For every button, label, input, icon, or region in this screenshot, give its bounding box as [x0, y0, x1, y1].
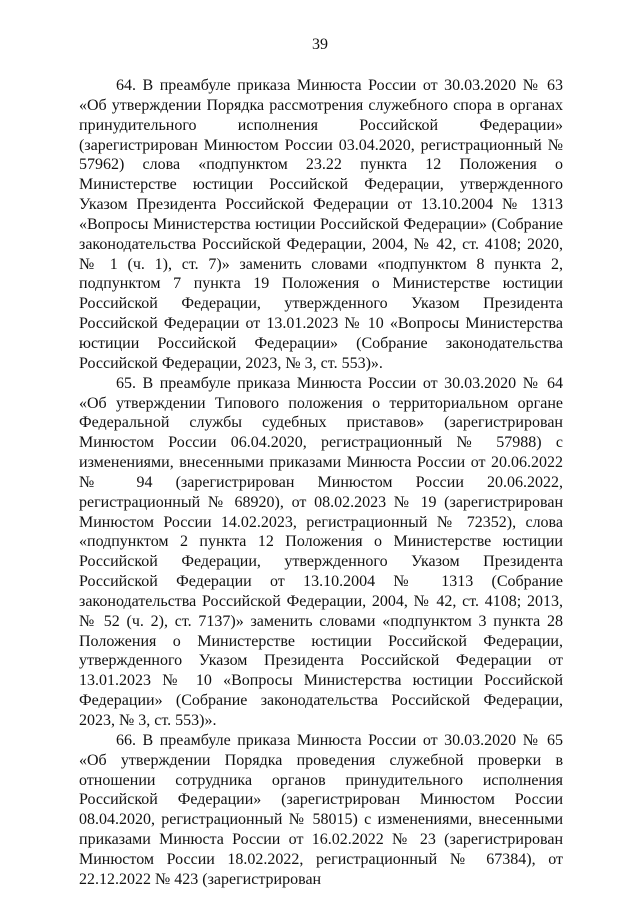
page-number: 39 — [312, 36, 328, 53]
paragraph-64: 64. В преамбуле приказа Минюста России от 30.03.2020 № 63 «Об утверждении Порядка рассмотрения служебного спора в органах принудительного исполнения Российской Федерации» (зарегистрирован Минюстом России 03.04.2020, регистрационный № 57962) слова «подпунктом 23.22 пункта 12 Положения о Министерстве юстиции Российской Федерации, утвержденного Указом Президента Российской Федерации от 13.10.2004 № 1313 «Вопросы Министерства юстиции Российской Федерации» (Собрание законодательства Российской Федерации, 2004, № 42, ст. 4108; 2020, № 1 (ч. 1), ст. 7)» заменить словами «подпунктом 8 пункта 2, подпунктом 7 пункта 19 Положения о Министерстве юстиции Российской Федерации, утвержденного Указом Президента Российской Федерации от 13.01.2023 № 10 «Вопросы Министерства юстиции Российской Федерации» (Собрание законодательства Российской Федерации, 2023, № 3, ст. 553)». — [79, 77, 563, 372]
document-body — [79, 76, 563, 890]
paragraph-66: 66. В преамбуле приказа Минюста России от 30.03.2020 № 65 «Об утверждении Порядка проведения служебной проверки в отношении сотрудника органов принудительного исполнения Российской Федерации» (зарегистрирован Минюстом России 08.04.2020, регистрационный № 58015) с изменениями, внесенными приказами Минюста России от 16.02.2022 № 23 (зарегистрирован Минюстом России 18.02.2022, регистрационный № 67384), от 22.12.2022 № 423 (зарегистрирован — [79, 731, 563, 888]
paragraph-65: 65. В преамбуле приказа Минюста России от 30.03.2020 № 64 «Об утверждении Типового положения о территориальном органе Федеральной службы судебных приставов» (зарегистрирован Минюстом России 06.04.2020, регистрационный № 57988) с изменениями, внесенными приказами Минюста России от 20.06.2022 № 94 (зарегистрирован Минюстом России 20.06.2022, регистрационный № 68920), от 08.02.2023 № 19 (зарегистрирован Минюстом России 14.02.2023, регистрационный № 72352), слова «подпунктом 2 пункта 12 Положения о Министерстве юстиции Российской Федерации, утвержденного Указом Президента Российской Федерации от 13.10.2004 № 1313 (Собрание законодательства Российской Федерации, 2004, № 42, ст. 4108; 2013, № 52 (ч. 2), ст. 7137)» заменить словами «подпунктом 3 пункта 28 Положения о Министерстве юстиции Российской Федерации, утвержденного Указом Президента Российской Федерации от 13.01.2023 № 10 «Вопросы Министерства юстиции Российской Федерации» (Собрание законодательства Российской Федерации, 2023, № 3, ст. 553)». — [79, 374, 563, 729]
